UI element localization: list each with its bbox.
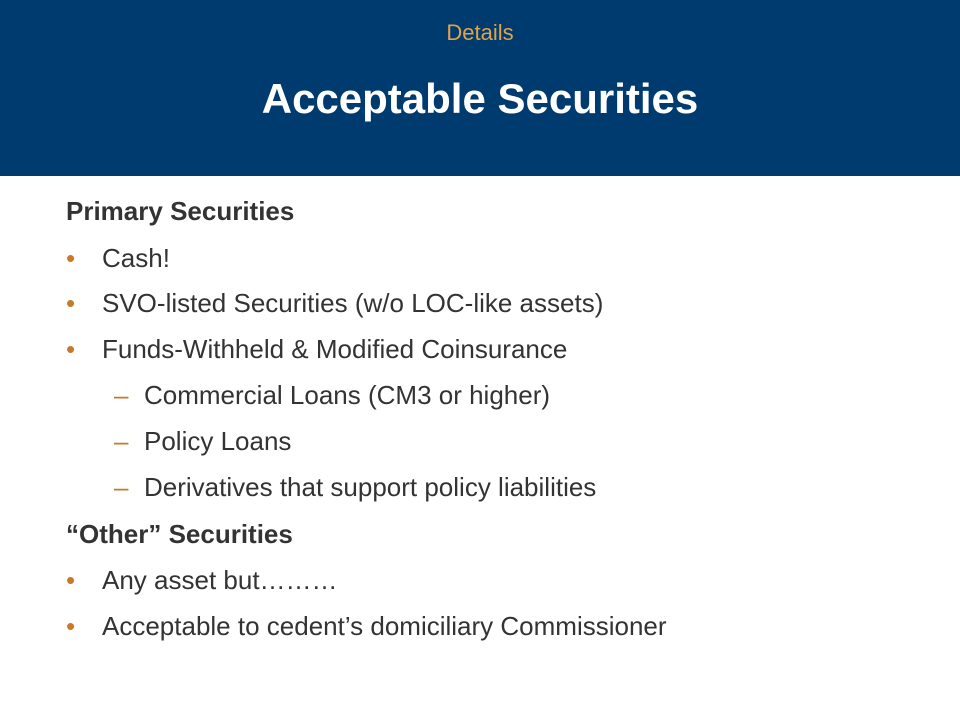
list-item-text: Funds-Withheld & Modified Coinsurance xyxy=(102,334,568,364)
slide-kicker: Details xyxy=(446,20,514,45)
dash-icon: – xyxy=(114,380,129,410)
bullet-icon: • xyxy=(66,334,76,364)
slide-title: Acceptable Securities xyxy=(261,75,699,122)
sub-item-text: Derivatives that support policy liabilities xyxy=(144,472,597,502)
list-item-text: Cash! xyxy=(102,243,170,273)
other-securities-heading: “Other” Securities xyxy=(66,519,293,549)
dash-icon: – xyxy=(114,426,129,456)
bullet-icon: • xyxy=(66,288,76,318)
slide-header xyxy=(0,0,960,176)
sub-item-text: Commercial Loans (CM3 or higher) xyxy=(144,380,551,410)
bullet-icon: • xyxy=(66,611,76,641)
bullet-icon: • xyxy=(66,243,76,273)
bullet-icon: • xyxy=(66,565,76,595)
list-item-text: Any asset but……… xyxy=(102,565,338,595)
list-item-text: SVO-listed Securities (w/o LOC-like assets) xyxy=(102,288,604,318)
primary-securities-heading: Primary Securities xyxy=(66,196,295,226)
dash-icon: – xyxy=(114,472,129,502)
list-item-text: Acceptable to cedent’s domiciliary Commissioner xyxy=(102,611,667,641)
sub-item-text: Policy Loans xyxy=(144,426,292,456)
